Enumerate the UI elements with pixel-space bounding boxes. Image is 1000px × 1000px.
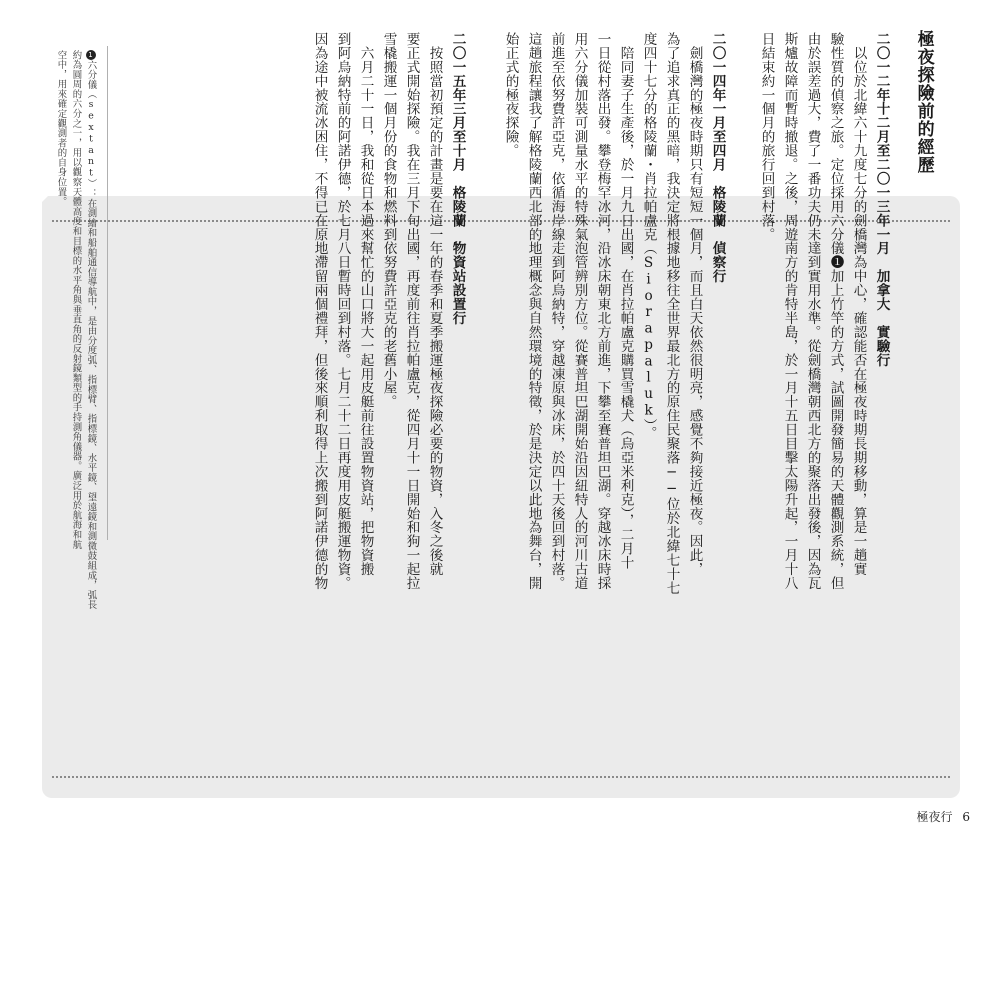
book-title: 極夜行 (916, 810, 953, 824)
footnote-line-3: 空中，用來確定觀測者的自身位置。 (55, 50, 67, 207)
paragraph-line: 以位於北緯六十九度七分的劍橋灣為中心，確認能否在極夜時期長期移動，算是一趟實 (850, 32, 867, 577)
paragraph-line: 度四十七分的格陵蘭・肖拉帕盧克（Siorapaluk）。 (640, 32, 657, 440)
paragraph-line: 陪同妻子生產後，於一月九日出國，在肖拉帕盧克購買雪橇犬（烏亞米利克），二月十 (617, 32, 634, 570)
paragraph-line: 驗性質的偵察之旅。定位採用六分儀❶加上竹竿的方式，試圖開發簡易的天體觀測系統，但 (827, 32, 844, 590)
paragraph-line: 因為途中被流冰困住，不得已在原地滯留兩個禮拜，但後來順利取得上次搬到阿諾伊德的物 (311, 32, 328, 590)
footnote-line-1: 1六分儀（sextant）：在測繪和船舶通信導航中，是由分度弧、指標臂、指標鏡、水平鏡、望遠鏡和測微鼓組成，弧長 (85, 50, 97, 610)
section-title: 極夜探險前的經歷 (913, 30, 934, 174)
section-heading-1: 二〇一二年十二月至二〇一三年一月 加拿大 實驗行 (873, 32, 890, 367)
section-heading-3: 二〇一五年三月至十月 格陵蘭 物資站設置行 (449, 32, 466, 325)
page-number: 6 (962, 810, 970, 824)
paragraph-line: 前進至依努費許亞克，依循海岸線走到阿烏納特，穿越凍原與冰床，於四十天後回到村落。 (548, 32, 565, 590)
paragraph-line: 到阿烏納特前的阿諾伊德，於七月八日暫時回到村落。七月二十二日再度用皮艇搬運物資。 (334, 32, 351, 590)
bottom-dotted-divider (52, 776, 950, 778)
page-footer (917, 808, 970, 825)
footnote-divider (107, 46, 108, 540)
paragraph-line: 為了追求真正的黑暗，我決定將根據地移往全世界最北方的原住民聚落──位於北緯七十七 (663, 32, 680, 595)
paragraph-line: 斯爐故障而暫時撤退。之後，周遊南方的肯特半島，於一月十五日目擊太陽升起，一月十八 (781, 32, 798, 590)
paragraph-line: 六月二十一日，我和從日本過來幫忙的山口將大一起用皮艇前往設置物資站，把物資搬 (357, 32, 374, 577)
paragraph-line: 一日從村落出發。攀登梅罕冰河，沿冰床朝東北方前進，下攀至賽普坦巴湖。穿越冰床時採 (594, 32, 611, 590)
paragraph-line: 雪橇搬運一個月份的食物和燃料到依努費許亞克的老舊小屋。 (380, 32, 397, 409)
paragraph-line: 按照當初預定的計畫是要在這一年的春季和夏季搬運極夜探險必要的物資，入冬之後就 (426, 32, 443, 577)
paragraph-line: 始正式的極夜探險。 (502, 32, 519, 158)
paragraph-line: 要正式開始探險。我在三月下旬出國，再度前往肖拉帕盧克，從四月十一日開始和狗一起拉 (403, 32, 420, 590)
paragraph-line: 劍橋灣的極夜時期只有短短一個月，而且白天依然很明亮，感覺不夠接近極夜。因此， (686, 32, 703, 577)
paragraph-line: 這趟旅程讓我了解格陵蘭西北部的地理概念與自然環境的特徵，於是決定以此地為舞台，開 (525, 32, 542, 590)
paragraph-line: 日結束約一個月的旅行回到村落。 (758, 32, 775, 242)
footnote-marker: 1 (86, 50, 95, 60)
paragraph-line: 由於誤差過大，費了一番功夫仍未達到實用水準。從劍橋灣朝西北方的聚落出發後，因為瓦 (804, 32, 821, 590)
section-heading-2: 二〇一四年一月至四月 格陵蘭 偵察行 (709, 32, 726, 284)
footnote-line-2: 約為圓周的六分之一，用以觀察天體高度和目標的水平角與垂直角的反射鏡類型的手持測角儀器。廣泛用於航海和航 (70, 50, 82, 550)
paragraph-line: 用六分儀加裝可測量水平的特殊氣泡管辨別方位。從賽普坦巴湖開始沿因紐特人的河川古道 (571, 32, 588, 590)
